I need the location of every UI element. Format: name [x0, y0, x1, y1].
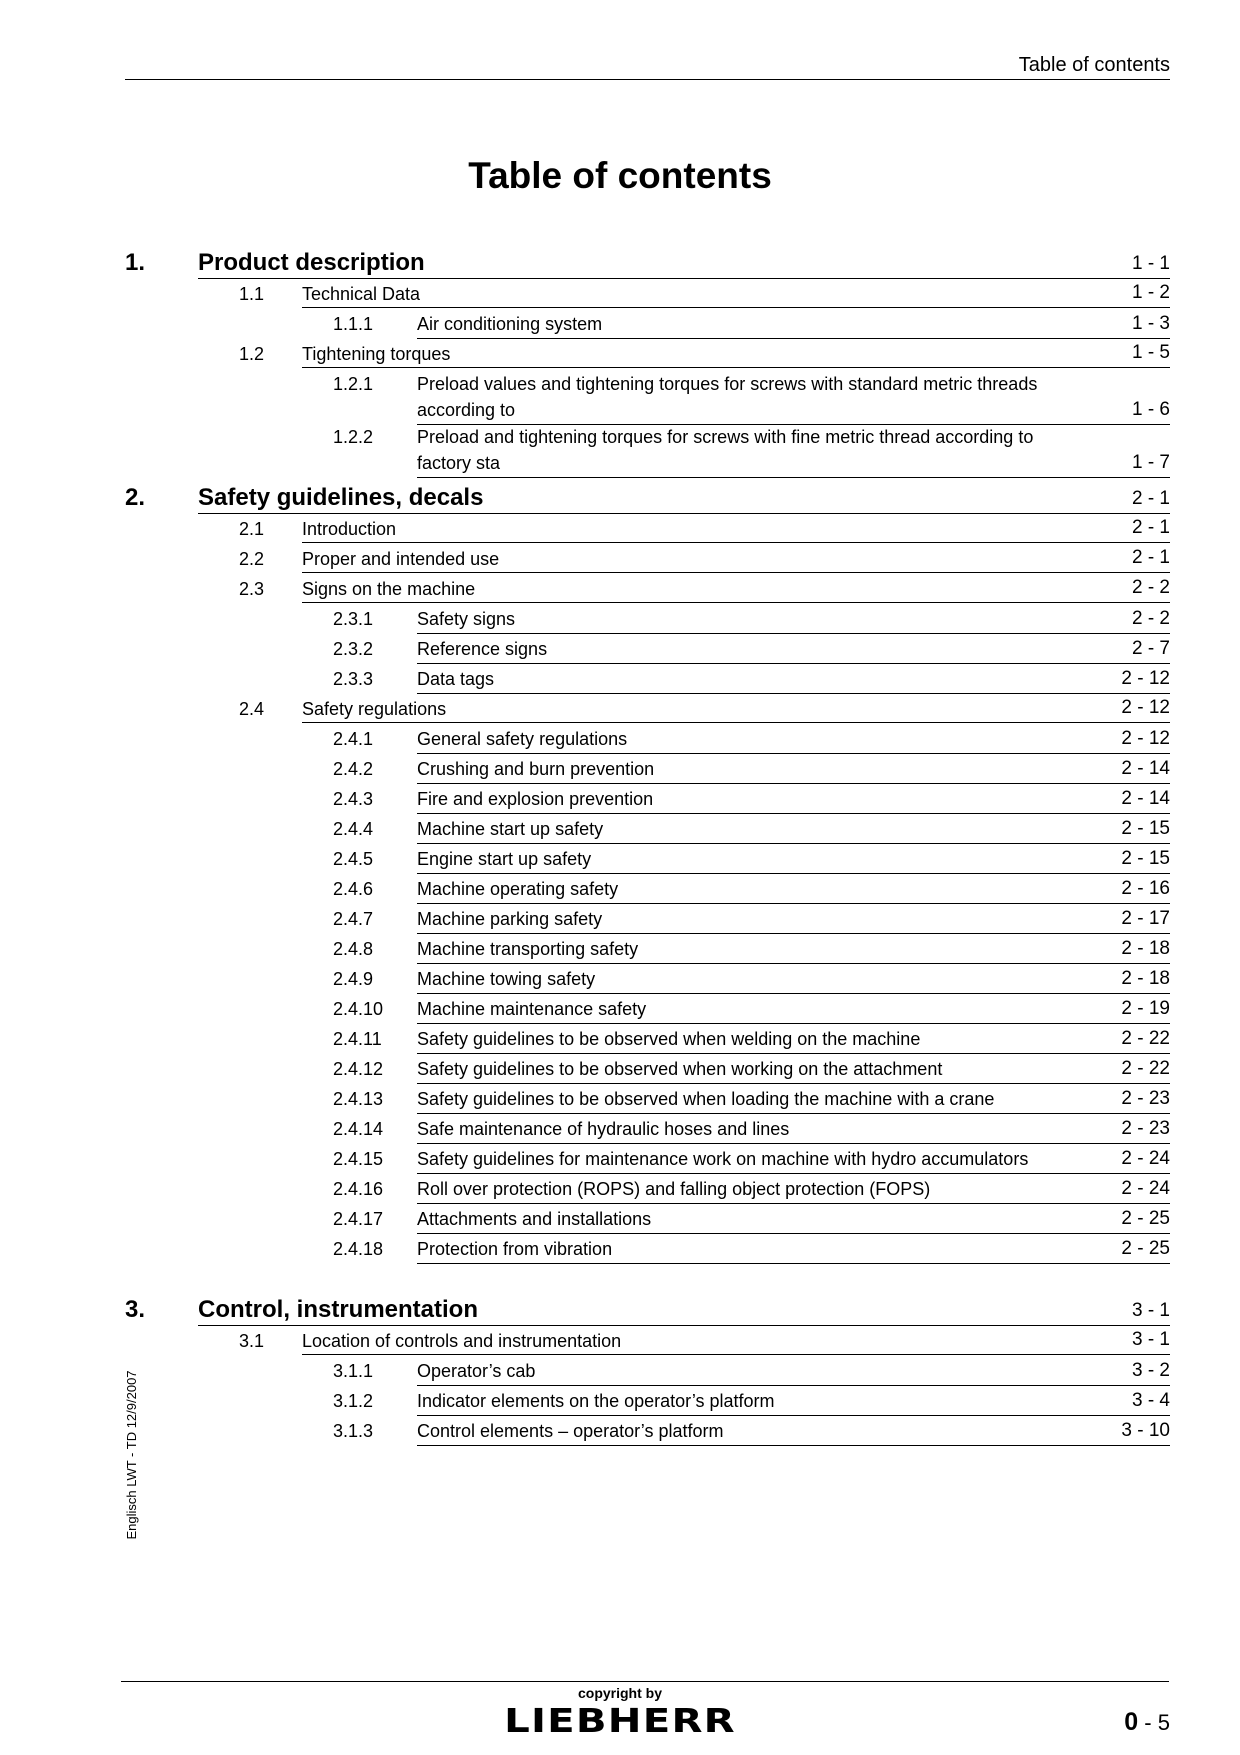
toc-entry-number: 2.3.1 — [333, 609, 374, 629]
toc-entry-page: 2 - 14 — [1121, 758, 1170, 779]
toc-entry-title-line — [302, 546, 1170, 573]
toc-entry-number: 1.2.1 — [333, 374, 374, 394]
toc-entry-title-line — [417, 1418, 1170, 1446]
toc-entry-page: 2 - 15 — [1121, 848, 1170, 869]
toc-entry-number: 2.4.7 — [333, 909, 374, 929]
toc-entry-number: 2.4.14 — [333, 1119, 384, 1139]
footer-rule — [121, 1681, 1169, 1682]
toc-entry-page: 3 - 4 — [1131, 1390, 1170, 1411]
toc-entry-number: 2.1 — [239, 519, 265, 539]
toc-entry-number: 2.4.1 — [333, 729, 374, 749]
toc-entry-title-line — [417, 606, 1170, 634]
toc-entry-page: 1 - 2 — [1131, 282, 1170, 303]
copyright-label: copyright by — [577, 1685, 662, 1701]
liebherr-logo — [0, 1702, 1240, 1740]
toc-entry-page: 3 - 2 — [1131, 1360, 1170, 1381]
toc-entry-title-line — [417, 1176, 1170, 1204]
page-num: 5 — [1157, 1710, 1170, 1735]
toc-entry-title-line — [417, 816, 1170, 844]
toc-entry-title: Reference signs — [417, 639, 548, 659]
toc-entry-title: Data tags — [417, 669, 495, 689]
toc-entry-title: Safety guidelines to be observed when loading the machine with a crane — [417, 1089, 995, 1109]
toc-entry-title-line — [417, 666, 1170, 694]
toc-entry-title: Protection from vibration — [417, 1239, 613, 1259]
toc-entry-title: Signs on the machine — [302, 579, 476, 599]
toc-entry-page: 2 - 18 — [1121, 968, 1170, 989]
toc-entry-title-line — [417, 1056, 1170, 1084]
toc-entry-title-line — [302, 576, 1170, 603]
toc-entry-number: 2.4.10 — [333, 999, 384, 1019]
toc-entry-title-line — [302, 696, 1170, 723]
toc-entry-number: 2.4.2 — [333, 759, 374, 779]
toc-entry-page: 2 - 1 — [1131, 517, 1170, 538]
toc-entry-number: 2.4.8 — [333, 939, 374, 959]
toc-entry-title-line — [417, 371, 1170, 425]
toc-entry-title: Machine start up safety — [417, 819, 604, 839]
toc-entry-title: Technical Data — [302, 284, 421, 304]
toc-entry-number: 1.2 — [239, 344, 265, 364]
toc-entry-number: 2.4.4 — [333, 819, 374, 839]
toc-entry-title: Machine maintenance safety — [417, 999, 647, 1019]
toc-entry-title-line — [417, 726, 1170, 754]
toc-entry-number: 2.4.3 — [333, 789, 374, 809]
toc-entry-title-line — [417, 1026, 1170, 1054]
toc-entry-title-line — [417, 1086, 1170, 1114]
toc-entry-title: Machine parking safety — [417, 909, 603, 929]
running-header: Table of contents — [1018, 54, 1170, 76]
toc-entry-number: 1.1.1 — [333, 314, 374, 334]
toc-entry-page: 2 - 2 — [1131, 608, 1170, 629]
toc-entry-number: 3. — [125, 1296, 146, 1323]
toc-entry-page: 2 - 22 — [1121, 1058, 1170, 1079]
toc-entry-title-line — [417, 846, 1170, 874]
toc-entry-number: 2.4.16 — [333, 1179, 384, 1199]
toc-entry-title: Proper and intended use — [302, 549, 500, 569]
toc-entry-page: 2 - 15 — [1121, 818, 1170, 839]
toc-entry-page: 1 - 7 — [1131, 452, 1170, 473]
toc-entry-number: 2.4.11 — [333, 1029, 382, 1049]
toc-entry-title: Attachments and installations — [417, 1209, 652, 1229]
toc-entry-page: 2 - 18 — [1121, 938, 1170, 959]
toc-entry-title: Engine start up safety — [417, 849, 592, 869]
toc-entry-title: Introduction — [302, 519, 397, 539]
toc-entry-title: Fire and explosion prevention — [417, 789, 654, 809]
toc-entry-title-line — [302, 516, 1170, 543]
toc-entry-title-line — [417, 1358, 1170, 1386]
toc-entry-title-line — [417, 906, 1170, 934]
toc-entry-number: 2.3 — [239, 579, 265, 599]
page-title: Table of contents — [468, 155, 772, 196]
toc-entry-title: Product description — [198, 249, 425, 276]
toc-entry-title: Air conditioning system — [417, 314, 603, 334]
toc-entry-page: 1 - 5 — [1131, 342, 1170, 363]
toc-entry-page: 2 - 14 — [1121, 788, 1170, 809]
toc-entry-number: 2. — [125, 484, 146, 511]
toc-entry-title: Safety guidelines for maintenance work on machine with hydro accumulators — [417, 1149, 1029, 1169]
toc-entry-page: 1 - 3 — [1131, 313, 1170, 334]
toc-entry-page: 3 - 10 — [1121, 1420, 1170, 1441]
toc-entry-page: 2 - 24 — [1121, 1148, 1170, 1169]
toc-entry-title-line — [417, 756, 1170, 784]
toc-entry-title: Safety guidelines, decals — [198, 484, 484, 511]
toc-entry-number: 2.4.9 — [333, 969, 374, 989]
toc-entry-number: 2.4.15 — [333, 1149, 384, 1169]
toc-entry-number: 1. — [125, 249, 146, 276]
toc-entry-page: 2 - 12 — [1121, 668, 1170, 689]
toc-entry-title: Preload and tightening torques for screws with fine metric thread according to factory sta — [417, 427, 1034, 473]
toc-entry-title: Safety guidelines to be observed when working on the attachment — [417, 1059, 943, 1079]
toc-entry-page: 2 - 19 — [1121, 998, 1170, 1019]
toc-entry-title-line — [417, 966, 1170, 994]
toc-entry-number: 2.3.2 — [333, 639, 374, 659]
toc-entry-page: 2 - 22 — [1121, 1028, 1170, 1049]
toc-entry-title: Preload values and tightening torques for screws with standard metric threads according to — [417, 374, 1038, 420]
toc-entry-title: Safety signs — [417, 609, 516, 629]
toc-entry-title: Safety guidelines to be observed when welding on the machine — [417, 1029, 921, 1049]
toc-entry-title-line — [417, 996, 1170, 1024]
toc-entry-title-line — [198, 1295, 1170, 1326]
header-rule — [125, 79, 1170, 80]
toc-entry-number: 2.4 — [239, 699, 265, 719]
toc-entry-title: Crushing and burn prevention — [417, 759, 655, 779]
toc-entry-number: 3.1 — [239, 1331, 265, 1351]
toc-entry-title: Roll over protection (ROPS) and falling object protection (FOPS) — [417, 1179, 931, 1199]
toc-entry-title-line — [417, 311, 1170, 339]
toc-entry-number: 3.1.2 — [333, 1391, 374, 1411]
toc-entry-title: Location of controls and instrumentation — [302, 1331, 622, 1351]
toc-entry-page: 2 - 12 — [1121, 697, 1170, 718]
toc-entry-title-line — [417, 424, 1170, 478]
page-number — [1124, 1708, 1170, 1737]
toc-entry-title: Tightening torques — [302, 344, 451, 364]
toc-entry-page: 2 - 2 — [1131, 577, 1170, 598]
toc-entry-page: 2 - 1 — [1131, 547, 1170, 568]
toc-entry-number: 2.4.5 — [333, 849, 374, 869]
toc-entry-page: 1 - 6 — [1131, 399, 1170, 420]
page-separator: - — [1138, 1710, 1158, 1735]
toc-entry-title-line — [417, 876, 1170, 904]
toc-entry-number: 2.4.6 — [333, 879, 374, 899]
toc-entry-title: Indicator elements on the operator’s platform — [417, 1391, 775, 1411]
logo-text: LIEBHERR — [504, 1701, 736, 1740]
toc-entry-title-line — [302, 341, 1170, 368]
toc-entry-number: 1.2.2 — [333, 427, 374, 447]
toc-entry-title: Safety regulations — [302, 699, 447, 719]
toc-entry-title-line — [198, 248, 1170, 279]
toc-entry-number: 2.2 — [239, 549, 265, 569]
toc-entry-title: Machine transporting safety — [417, 939, 639, 959]
toc-entry-title: Control, instrumentation — [198, 1296, 478, 1323]
toc-entry-title-line — [417, 786, 1170, 814]
toc-entry-page: 2 - 24 — [1121, 1178, 1170, 1199]
toc-entry-page: 2 - 25 — [1121, 1238, 1170, 1259]
toc-entry-number: 1.1 — [239, 284, 265, 304]
toc-entry-number: 2.4.17 — [333, 1209, 384, 1229]
toc-entry-title-line — [417, 1236, 1170, 1264]
toc-entry-page: 2 - 25 — [1121, 1208, 1170, 1229]
page-chapter: 0 — [1124, 1708, 1139, 1736]
toc-entry-title: Control elements – operator’s platform — [417, 1421, 724, 1441]
toc-entry-title-line — [417, 1206, 1170, 1234]
toc-entry-number: 2.3.3 — [333, 669, 374, 689]
toc-entry-title: General safety regulations — [417, 729, 628, 749]
toc-entry-title: Machine towing safety — [417, 969, 596, 989]
toc-entry-title-line — [198, 483, 1170, 514]
toc-entry-title-line — [417, 936, 1170, 964]
toc-entry-number: 2.4.18 — [333, 1239, 384, 1259]
toc-entry-page: 2 - 17 — [1121, 908, 1170, 929]
toc-entry-title-line — [417, 636, 1170, 664]
toc-entry-title: Machine operating safety — [417, 879, 619, 899]
toc-entry-title-line — [302, 281, 1170, 308]
toc-entry-page: 2 - 12 — [1121, 728, 1170, 749]
toc-entry-title-line — [302, 1328, 1170, 1355]
sidebar-note: Englisch LWT - TD 12/9/2007 — [124, 1370, 139, 1540]
toc-entry-number: 3.1.1 — [333, 1361, 374, 1381]
toc-entry-page: 2 - 1 — [1131, 488, 1170, 509]
toc-entry-title: Safe maintenance of hydraulic hoses and lines — [417, 1119, 790, 1139]
toc-entry-page: 1 - 1 — [1131, 253, 1170, 274]
toc-entry-page: 2 - 7 — [1131, 638, 1170, 659]
toc-entry-page: 3 - 1 — [1131, 1329, 1170, 1350]
toc-entry-number: 2.4.13 — [333, 1089, 384, 1109]
toc-entry-title-line — [417, 1146, 1170, 1174]
toc-entry-page: 2 - 16 — [1121, 878, 1170, 899]
toc-entry-page: 3 - 1 — [1131, 1300, 1170, 1321]
toc-entry-number: 2.4.12 — [333, 1059, 384, 1079]
toc-entry-page: 2 - 23 — [1121, 1088, 1170, 1109]
toc-entry-page: 2 - 23 — [1121, 1118, 1170, 1139]
toc-entry-number: 3.1.3 — [333, 1421, 374, 1441]
toc-entry-title: Operator’s cab — [417, 1361, 536, 1381]
toc-entry-title-line — [417, 1388, 1170, 1416]
toc-entry-title-line — [417, 1116, 1170, 1144]
